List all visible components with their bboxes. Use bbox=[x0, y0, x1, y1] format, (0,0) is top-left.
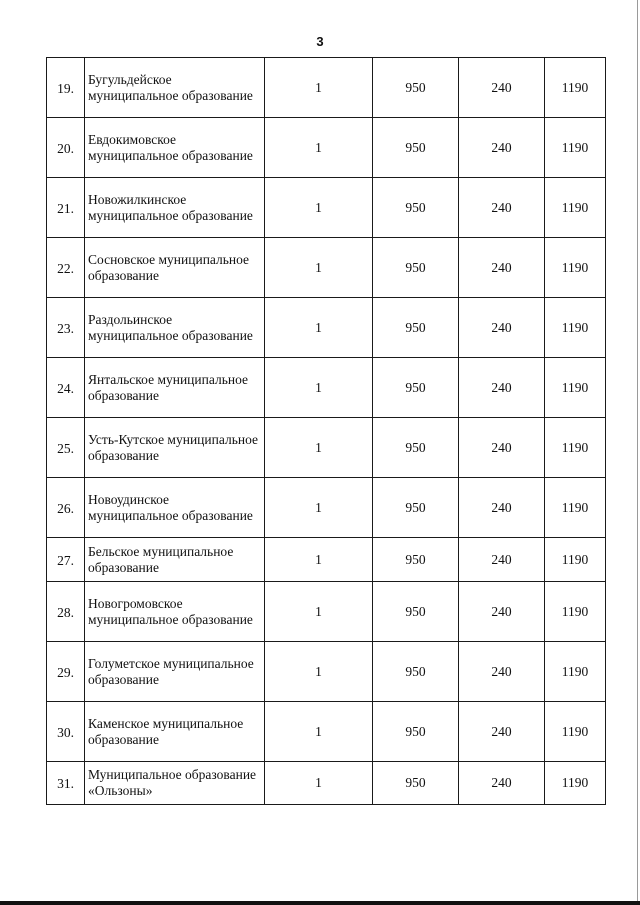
amount-a-cell: 950 bbox=[373, 58, 459, 118]
table-row bbox=[47, 118, 606, 178]
amount-a-cell: 950 bbox=[373, 538, 459, 582]
table-row bbox=[47, 178, 606, 238]
municipality-name: Каменское муниципальное образование bbox=[85, 702, 265, 762]
total-cell: 1190 bbox=[545, 298, 606, 358]
row-number: 23. bbox=[47, 298, 85, 358]
municipality-name: Евдокимовское муниципальное образование bbox=[85, 118, 265, 178]
total-cell: 1190 bbox=[545, 118, 606, 178]
table-row bbox=[47, 582, 606, 642]
table-row bbox=[47, 762, 606, 805]
row-number: 27. bbox=[47, 538, 85, 582]
table-row bbox=[47, 238, 606, 298]
quantity-cell: 1 bbox=[265, 118, 373, 178]
amount-a-cell: 950 bbox=[373, 238, 459, 298]
amount-a-cell: 950 bbox=[373, 298, 459, 358]
total-cell: 1190 bbox=[545, 762, 606, 805]
row-number: 21. bbox=[47, 178, 85, 238]
total-cell: 1190 bbox=[545, 58, 606, 118]
table-row bbox=[47, 702, 606, 762]
row-number: 19. bbox=[47, 58, 85, 118]
table-row bbox=[47, 58, 606, 118]
municipality-name: Янтальское муниципальное образование bbox=[85, 358, 265, 418]
quantity-cell: 1 bbox=[265, 58, 373, 118]
amount-b-cell: 240 bbox=[459, 118, 545, 178]
quantity-cell: 1 bbox=[265, 478, 373, 538]
municipality-name: Усть-Кутское муниципальное образование bbox=[85, 418, 265, 478]
table-row bbox=[47, 642, 606, 702]
amount-a-cell: 950 bbox=[373, 582, 459, 642]
quantity-cell: 1 bbox=[265, 238, 373, 298]
quantity-cell: 1 bbox=[265, 358, 373, 418]
quantity-cell: 1 bbox=[265, 642, 373, 702]
page-number: 3 bbox=[316, 34, 324, 49]
municipality-name: Бугульдейское муниципальное образование bbox=[85, 58, 265, 118]
row-number: 20. bbox=[47, 118, 85, 178]
amount-a-cell: 950 bbox=[373, 762, 459, 805]
total-cell: 1190 bbox=[545, 702, 606, 762]
amount-a-cell: 950 bbox=[373, 358, 459, 418]
amount-b-cell: 240 bbox=[459, 582, 545, 642]
row-number: 29. bbox=[47, 642, 85, 702]
quantity-cell: 1 bbox=[265, 538, 373, 582]
municipality-name: Новогромовское муниципальное образование bbox=[85, 582, 265, 642]
amount-a-cell: 950 bbox=[373, 118, 459, 178]
allocation-table bbox=[46, 57, 606, 805]
municipality-name: Муниципальное образование «Ользоны» bbox=[85, 762, 265, 805]
amount-a-cell: 950 bbox=[373, 702, 459, 762]
quantity-cell: 1 bbox=[265, 582, 373, 642]
total-cell: 1190 bbox=[545, 178, 606, 238]
amount-a-cell: 950 bbox=[373, 478, 459, 538]
quantity-cell: 1 bbox=[265, 418, 373, 478]
total-cell: 1190 bbox=[545, 642, 606, 702]
quantity-cell: 1 bbox=[265, 702, 373, 762]
municipality-name: Голуметское муниципальное образование bbox=[85, 642, 265, 702]
quantity-cell: 1 bbox=[265, 762, 373, 805]
row-number: 28. bbox=[47, 582, 85, 642]
municipality-name: Новожилкинское муниципальное образование bbox=[85, 178, 265, 238]
total-cell: 1190 bbox=[545, 582, 606, 642]
municipality-name: Раздольинское муниципальное образование bbox=[85, 298, 265, 358]
municipality-name: Сосновское муниципальное образование bbox=[85, 238, 265, 298]
table-row bbox=[47, 418, 606, 478]
row-number: 31. bbox=[47, 762, 85, 805]
row-number: 24. bbox=[47, 358, 85, 418]
amount-b-cell: 240 bbox=[459, 178, 545, 238]
municipality-name: Бельское муниципальное образование bbox=[85, 538, 265, 582]
amount-b-cell: 240 bbox=[459, 238, 545, 298]
total-cell: 1190 bbox=[545, 358, 606, 418]
amount-a-cell: 950 bbox=[373, 418, 459, 478]
table-row bbox=[47, 538, 606, 582]
amount-b-cell: 240 bbox=[459, 478, 545, 538]
quantity-cell: 1 bbox=[265, 178, 373, 238]
table-row bbox=[47, 298, 606, 358]
table-row bbox=[47, 478, 606, 538]
municipality-name: Новоудинское муниципальное образование bbox=[85, 478, 265, 538]
total-cell: 1190 bbox=[545, 538, 606, 582]
row-number: 25. bbox=[47, 418, 85, 478]
row-number: 26. bbox=[47, 478, 85, 538]
amount-b-cell: 240 bbox=[459, 298, 545, 358]
total-cell: 1190 bbox=[545, 238, 606, 298]
scan-edge-line bbox=[637, 0, 638, 905]
amount-b-cell: 240 bbox=[459, 358, 545, 418]
row-number: 30. bbox=[47, 702, 85, 762]
amount-b-cell: 240 bbox=[459, 642, 545, 702]
total-cell: 1190 bbox=[545, 478, 606, 538]
amount-b-cell: 240 bbox=[459, 538, 545, 582]
table-row bbox=[47, 358, 606, 418]
quantity-cell: 1 bbox=[265, 298, 373, 358]
amount-b-cell: 240 bbox=[459, 58, 545, 118]
amount-a-cell: 950 bbox=[373, 178, 459, 238]
amount-a-cell: 950 bbox=[373, 642, 459, 702]
total-cell: 1190 bbox=[545, 418, 606, 478]
row-number: 22. bbox=[47, 238, 85, 298]
amount-b-cell: 240 bbox=[459, 418, 545, 478]
amount-b-cell: 240 bbox=[459, 762, 545, 805]
amount-b-cell: 240 bbox=[459, 702, 545, 762]
scan-bottom-border bbox=[0, 901, 640, 905]
